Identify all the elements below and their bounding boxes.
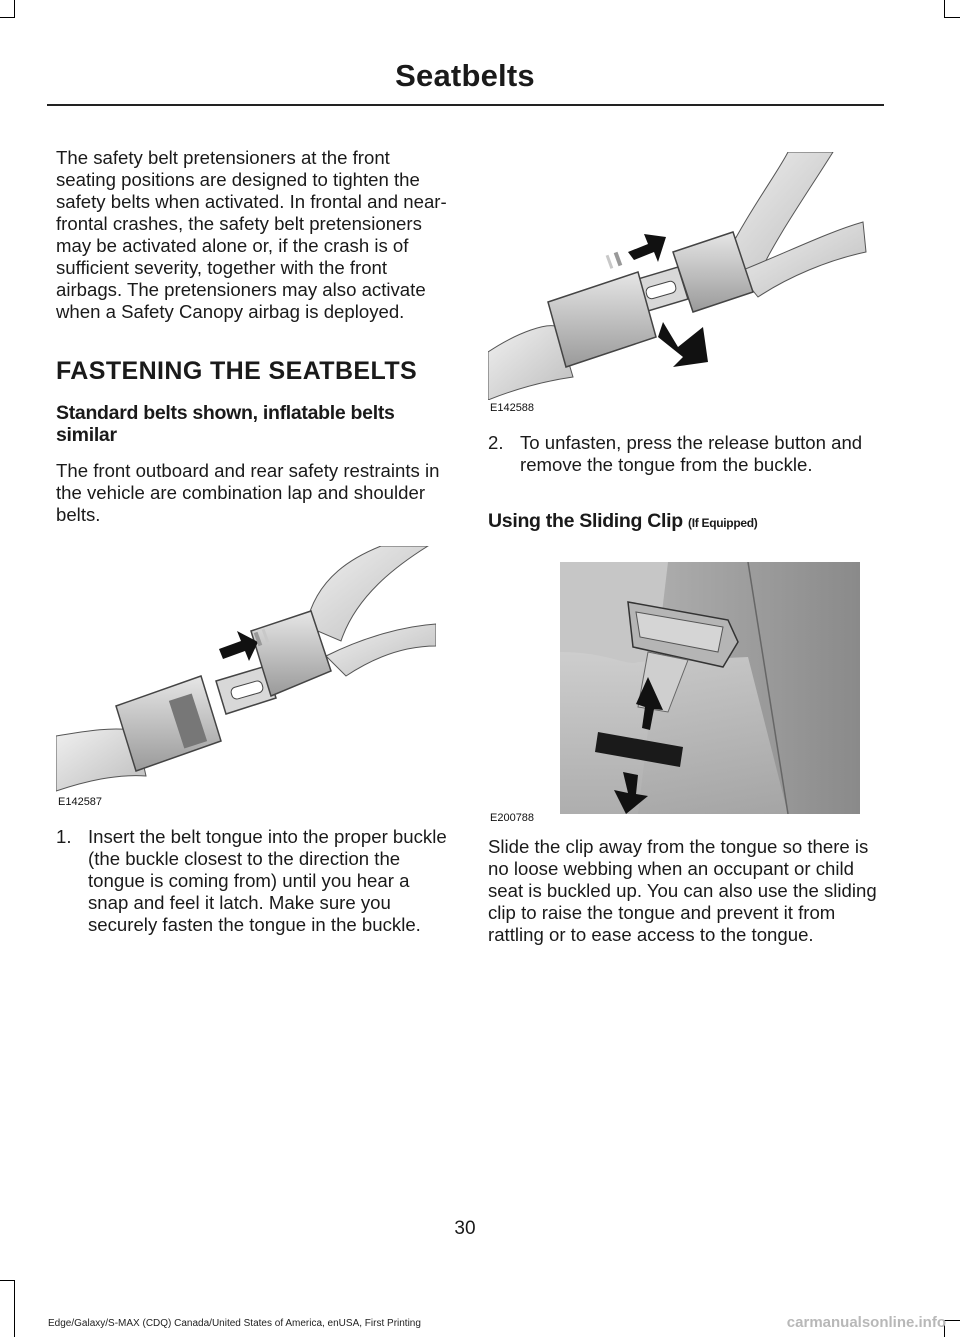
left-column bbox=[56, 147, 448, 526]
step-number: 1. bbox=[56, 826, 72, 847]
crop-mark bbox=[944, 17, 960, 18]
watermark: carmanualsonline.info bbox=[786, 1314, 946, 1331]
sliding-clip-text bbox=[488, 836, 884, 946]
step-text: To unfasten, press the release button and remove the tongue from the buckle. bbox=[520, 432, 863, 475]
sliding-clip-section bbox=[488, 510, 884, 534]
seatbelt-unfastening-figure bbox=[488, 152, 868, 418]
document-info: Edge/Galaxy/S-MAX (CDQ) Canada/United States of America, enUSA, First Printing bbox=[48, 1318, 421, 1329]
fastening-paragraph: The front outboard and rear safety restraints in the vehicle are combination lap and shoulder belts. bbox=[56, 460, 440, 525]
step-2 bbox=[488, 432, 884, 476]
belt-release-illustration bbox=[488, 152, 868, 400]
crop-mark bbox=[944, 1320, 960, 1321]
subsection-heading bbox=[488, 510, 884, 534]
list-item bbox=[488, 432, 884, 476]
crop-mark bbox=[944, 0, 945, 18]
crop-mark bbox=[14, 1280, 15, 1337]
sliding-clip-paragraph: Slide the clip away from the tongue so there is no loose webbing when an occupant or child seat is buckled up. You can also use the sliding clip to raise the tongue and prevent it from rattling or to ease access to the tongue. bbox=[488, 836, 877, 945]
sliding-clip-figure bbox=[488, 562, 860, 830]
figure-code: E142587 bbox=[58, 796, 103, 808]
section-heading: FASTENING THE SEATBELTS bbox=[56, 357, 418, 385]
intro-paragraph: The safety belt pretensioners at the front seating positions are designed to tighten the safety belts when activated. In frontal and near-frontal crashes, the safety belt pretensioners may be activated alone or, if the crash is of sufficient severity, together with the front airbags. The pretensioners may also activate when a Safety Canopy airbag is deployed. bbox=[56, 147, 447, 322]
crop-mark bbox=[14, 0, 15, 18]
equipment-qualifier: (If Equipped) bbox=[688, 516, 758, 530]
figure-code: E142588 bbox=[490, 402, 535, 414]
seatbelt-fastening-figure bbox=[56, 546, 436, 814]
title-divider bbox=[47, 104, 884, 106]
crop-mark bbox=[0, 1280, 15, 1281]
step-1 bbox=[56, 826, 448, 936]
step-text: Insert the belt tongue into the proper buckle (the buckle closest to the direction the tongue is coming from) until you hear a snap and feel it latch. Make sure you securely fasten the tongue in the buckle. bbox=[88, 826, 447, 935]
page-title: Seatbelts bbox=[395, 58, 535, 93]
subsection-heading: Standard belts shown, inflatable belts similar bbox=[56, 402, 395, 446]
crop-mark bbox=[0, 17, 15, 18]
belt-buckle-illustration bbox=[56, 546, 436, 814]
sliding-clip-illustration bbox=[488, 562, 860, 814]
list-item bbox=[56, 826, 448, 936]
sliding-clip-heading: Using the Sliding Clip bbox=[488, 510, 683, 532]
step-number: 2. bbox=[488, 432, 504, 453]
figure-code: E200788 bbox=[490, 812, 535, 824]
page-number: 30 bbox=[454, 1218, 476, 1239]
